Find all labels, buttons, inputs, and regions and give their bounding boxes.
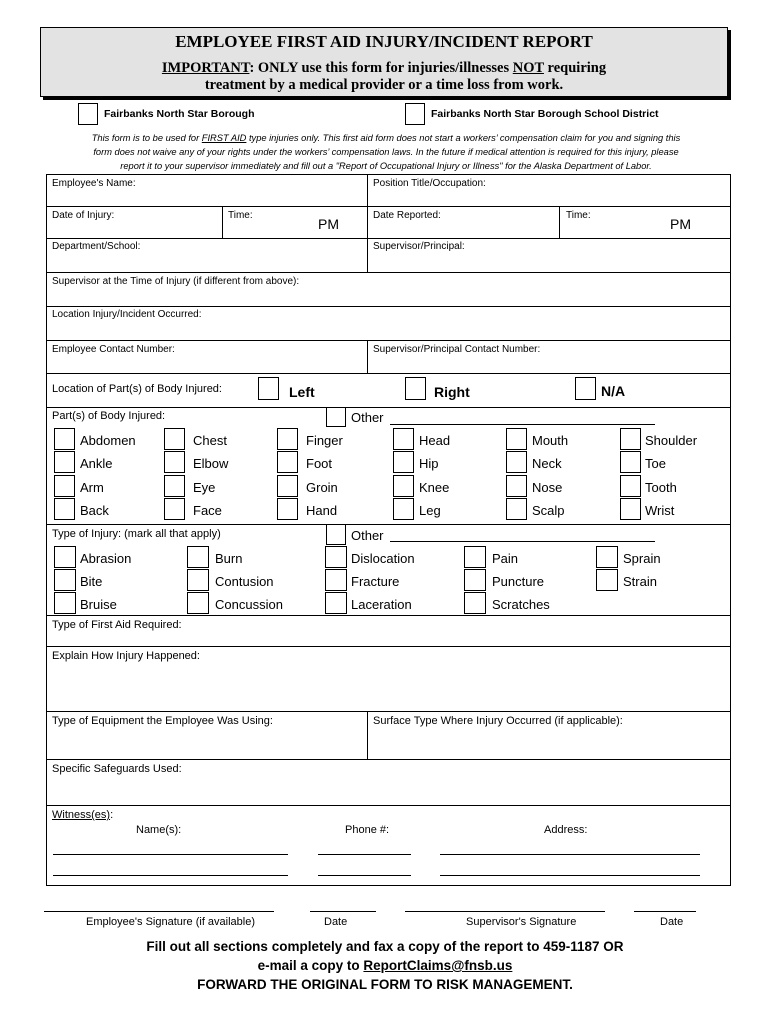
first-aid-label: Type of First Aid Required: <box>52 619 182 631</box>
strain-checkbox[interactable] <box>596 569 618 591</box>
divider <box>367 340 368 373</box>
abdomen-label: Abdomen <box>80 433 136 448</box>
important-pre: : ONLY use this form for injuries/illnesses <box>249 60 513 76</box>
intro-first-aid: FIRST AID <box>201 133 247 143</box>
important-notice <box>41 60 727 94</box>
right-label: Right <box>434 384 470 400</box>
form-title: EMPLOYEE FIRST AID INJURY/INCIDENT REPORT <box>175 32 593 51</box>
employee-date-line[interactable] <box>310 911 376 912</box>
arm-checkbox[interactable] <box>54 475 75 497</box>
toe-label: Toe <box>645 456 666 471</box>
other-body-part-line[interactable] <box>390 424 655 425</box>
employee-date-label: Date <box>324 916 348 928</box>
other-injury-line[interactable] <box>390 541 655 542</box>
eye-checkbox[interactable] <box>164 475 185 497</box>
intro-line1-pre: This form is to be used for <box>91 133 202 143</box>
intro-line2: form does not waive any of your rights under the workers’ compensation laws. In the future if medical attention is required for this injury, please <box>93 147 679 157</box>
rule <box>46 711 731 712</box>
school-district-checkbox[interactable] <box>405 103 425 125</box>
concussion-label: Concussion <box>215 597 283 612</box>
knee-label: Knee <box>419 480 450 495</box>
ankle-label: Ankle <box>80 456 113 471</box>
witness-address-line[interactable] <box>440 854 700 855</box>
dislocation-checkbox[interactable] <box>325 546 347 568</box>
fracture-checkbox[interactable] <box>325 569 347 591</box>
email-link[interactable]: ReportClaims@fnsb.us <box>363 958 513 973</box>
important-line2: treatment by a medical provider or a time loss from work. <box>204 77 564 93</box>
puncture-label: Puncture <box>492 574 545 589</box>
intro-line1-post: type injuries only. This first aid form does not start a workers’ compensation claim for you and signing this <box>246 133 681 143</box>
phone-label: Phone #: <box>345 824 390 836</box>
rule <box>46 759 731 760</box>
head-checkbox[interactable] <box>393 428 414 450</box>
supervisor-date-label: Date <box>660 916 684 928</box>
other-body-part-label: Other <box>351 410 384 425</box>
face-checkbox[interactable] <box>164 498 185 520</box>
supervisor-label: Supervisor/Principal: <box>373 241 465 252</box>
scratches-checkbox[interactable] <box>464 592 486 614</box>
bruise-label: Bruise <box>80 597 117 612</box>
rule <box>46 646 731 647</box>
sprain-label: Sprain <box>623 551 661 566</box>
department-label: Department/School: <box>52 241 141 252</box>
na-label: N/A <box>601 383 626 399</box>
body-parts-label: Part(s) of Body Injured: <box>52 410 166 422</box>
chest-checkbox[interactable] <box>164 428 185 450</box>
laceration-label: Laceration <box>351 597 412 612</box>
witnesses-colon: : <box>110 809 114 821</box>
supervisor-signature-line[interactable] <box>405 911 605 912</box>
body-location-label: Location of Part(s) of Body Injured: <box>52 383 222 395</box>
intro-line3: report it to your supervisor immediately and fill out a "Report of Occupational Injury or Illness" for the Alaska Department of Labor. <box>120 161 652 171</box>
date-of-injury-label: Date of Injury: <box>52 210 115 221</box>
chest-label: Chest <box>193 433 227 448</box>
finger-checkbox[interactable] <box>277 428 298 450</box>
divider <box>367 711 368 759</box>
na-checkbox[interactable] <box>575 377 596 400</box>
elbow-checkbox[interactable] <box>164 451 185 473</box>
leg-checkbox[interactable] <box>393 498 414 520</box>
abrasion-label: Abrasion <box>80 551 132 566</box>
left-checkbox[interactable] <box>258 377 279 400</box>
concussion-checkbox[interactable] <box>187 592 209 614</box>
elbow-label: Elbow <box>193 456 229 471</box>
rule <box>46 340 731 341</box>
neck-label: Neck <box>532 456 562 471</box>
supervisor-at-time-label: Supervisor at the Time of Injury (if different from above): <box>52 276 300 287</box>
foot-checkbox[interactable] <box>277 451 298 473</box>
shoulder-label: Shoulder <box>645 433 698 448</box>
groin-checkbox[interactable] <box>277 475 298 497</box>
employee-name-label: Employee's Name: <box>52 178 136 189</box>
important-post: requiring <box>543 60 607 76</box>
hip-label: Hip <box>419 456 439 471</box>
reported-time-value[interactable]: PM <box>670 216 691 232</box>
rule <box>46 306 731 307</box>
rule <box>46 407 731 408</box>
supervisor-date-line[interactable] <box>634 911 696 912</box>
witness-name-line[interactable] <box>53 854 288 855</box>
time-reported-label: Time: <box>566 210 591 221</box>
shoulder-checkbox[interactable] <box>620 428 641 450</box>
time-label: Time: <box>228 210 253 221</box>
toe-checkbox[interactable] <box>620 451 641 473</box>
supervisor-signature-label: Supervisor's Signature <box>466 916 577 928</box>
rule <box>46 805 731 806</box>
back-label: Back <box>80 503 109 518</box>
scratches-label: Scratches <box>492 597 550 612</box>
puncture-checkbox[interactable] <box>464 569 486 591</box>
borough-label: Fairbanks North Star Borough <box>104 108 255 120</box>
witnesses-text: Witness(es) <box>52 809 111 821</box>
borough-checkbox[interactable] <box>78 103 98 125</box>
head-label: Head <box>419 433 451 448</box>
tooth-label: Tooth <box>645 480 677 495</box>
surface-label: Surface Type Where Injury Occurred (if applicable): <box>373 715 623 727</box>
other-injury-label: Other <box>351 528 384 543</box>
nose-checkbox[interactable] <box>506 475 527 497</box>
wrist-checkbox[interactable] <box>620 498 641 520</box>
divider <box>559 206 560 238</box>
witness-name-line[interactable] <box>53 875 288 876</box>
dislocation-label: Dislocation <box>351 551 415 566</box>
witnesses-label <box>52 809 113 821</box>
type-of-injury-label: Type of Injury: (mark all that apply) <box>52 528 221 540</box>
important-label: IMPORTANT <box>161 60 250 76</box>
witness-phone-line[interactable] <box>318 875 411 876</box>
abdomen-checkbox[interactable] <box>54 428 75 450</box>
pain-checkbox[interactable] <box>464 546 486 568</box>
face-label: Face <box>193 503 222 518</box>
address-label: Address: <box>544 824 588 836</box>
bite-checkbox[interactable] <box>54 569 76 591</box>
rule <box>46 615 731 616</box>
back-checkbox[interactable] <box>54 498 75 520</box>
left-label: Left <box>289 384 315 400</box>
supervisor-contact-label: Supervisor/Principal Contact Number: <box>373 344 541 355</box>
employee-signature-line[interactable] <box>44 911 274 912</box>
finger-label: Finger <box>306 433 343 448</box>
laceration-checkbox[interactable] <box>325 592 347 614</box>
scalp-label: Scalp <box>532 503 565 518</box>
footer-instructions <box>0 937 770 994</box>
rule <box>46 524 731 525</box>
wrist-label: Wrist <box>645 503 675 518</box>
position-label: Position Title/Occupation: <box>373 178 486 189</box>
abrasion-checkbox[interactable] <box>54 546 76 568</box>
hand-label: Hand <box>306 503 338 518</box>
bite-label: Bite <box>80 574 103 589</box>
tooth-checkbox[interactable] <box>620 475 641 497</box>
sprain-checkbox[interactable] <box>596 546 618 568</box>
other-body-part-checkbox[interactable] <box>326 407 346 427</box>
pain-label: Pain <box>492 551 519 566</box>
leg-label: Leg <box>419 503 441 518</box>
school-district-label: Fairbanks North Star Borough School District <box>431 108 659 120</box>
knee-checkbox[interactable] <box>393 475 414 497</box>
footer-line2-pre: e-mail a copy to <box>257 958 364 973</box>
divider <box>222 206 223 238</box>
rule <box>46 373 731 374</box>
equipment-label: Type of Equipment the Employee Was Using: <box>52 715 273 727</box>
contusion-label: Contusion <box>215 574 274 589</box>
injury-time-value[interactable]: PM <box>318 216 339 232</box>
foot-label: Foot <box>306 456 333 471</box>
location-label: Location Injury/Incident Occurred: <box>52 309 202 320</box>
other-injury-checkbox[interactable] <box>326 524 346 545</box>
nose-label: Nose <box>532 480 563 495</box>
mouth-checkbox[interactable] <box>506 428 527 450</box>
ankle-checkbox[interactable] <box>54 451 75 473</box>
eye-label: Eye <box>193 480 216 495</box>
intro-text <box>46 131 726 173</box>
right-checkbox[interactable] <box>405 377 426 400</box>
scalp-checkbox[interactable] <box>506 498 527 520</box>
witness-phone-line[interactable] <box>318 854 411 855</box>
hand-checkbox[interactable] <box>277 498 298 520</box>
footer-line3: FORWARD THE ORIGINAL FORM TO RISK MANAGEMENT. <box>197 977 573 992</box>
burn-label: Burn <box>215 551 243 566</box>
explain-label: Explain How Injury Happened: <box>52 650 200 662</box>
arm-label: Arm <box>80 480 104 495</box>
footer-line1: Fill out all sections completely and fax a copy of the report to 459-1187 OR <box>146 939 624 954</box>
witness-address-line[interactable] <box>440 875 700 876</box>
hip-checkbox[interactable] <box>393 451 414 473</box>
rule <box>46 272 731 273</box>
employee-signature-label: Employee's Signature (if available) <box>86 916 256 928</box>
neck-checkbox[interactable] <box>506 451 527 473</box>
strain-label: Strain <box>623 574 657 589</box>
groin-label: Groin <box>306 480 338 495</box>
divider <box>367 174 368 272</box>
contusion-checkbox[interactable] <box>187 569 209 591</box>
safeguards-label: Specific Safeguards Used: <box>52 763 182 775</box>
important-not: NOT <box>512 60 544 76</box>
mouth-label: Mouth <box>532 433 569 448</box>
employee-contact-label: Employee Contact Number: <box>52 344 175 355</box>
fracture-label: Fracture <box>351 574 400 589</box>
names-label: Name(s): <box>136 824 182 836</box>
date-reported-label: Date Reported: <box>373 210 441 221</box>
header-box <box>40 27 728 97</box>
rule <box>46 206 731 207</box>
burn-checkbox[interactable] <box>187 546 209 568</box>
rule <box>46 238 731 239</box>
bruise-checkbox[interactable] <box>54 592 76 614</box>
